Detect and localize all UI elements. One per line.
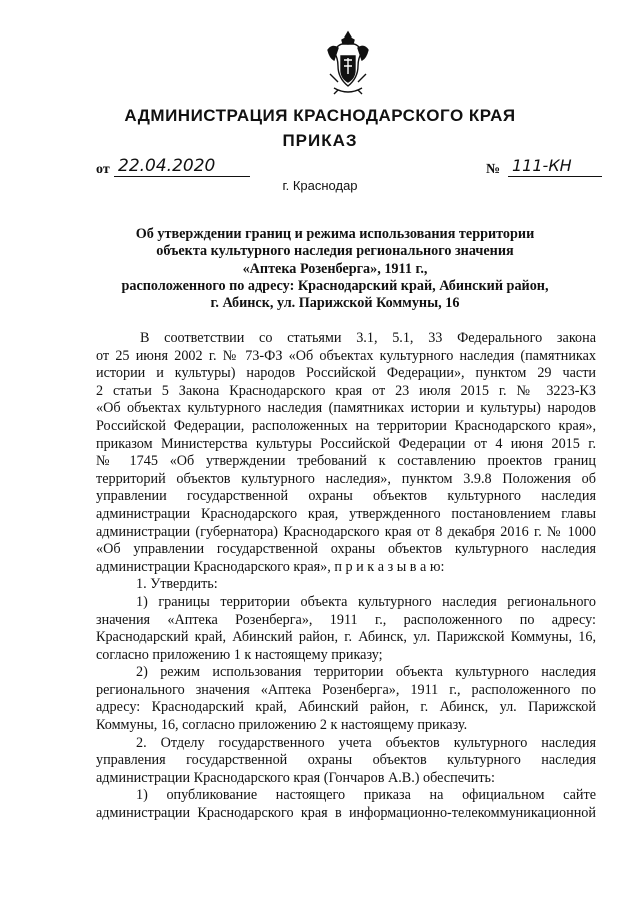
body-line: 1) границы территории объекта культурного наследия регионального xyxy=(136,593,596,610)
body-line: администрации (губернатора) Краснодарского края от 8 декабря 2016 г. № 1000 xyxy=(96,523,596,540)
coat-of-arms-emblem xyxy=(324,30,372,96)
body-line: Российской Федерации, расположенных на территории Краснодарского края», xyxy=(96,417,596,434)
title-line: расположенного по адресу: Краснодарский край, Абинский район, xyxy=(121,277,549,294)
body-line: администрации Краснодарского края в информационно-телекоммуникационной xyxy=(96,805,596,822)
body-line: администрации Краснодарского края», п р и к а з ы в а ю: xyxy=(96,558,445,575)
handwritten-date: 22.04.2020 xyxy=(114,156,250,177)
handwritten-number: 111-КН xyxy=(508,156,602,177)
order-body-text xyxy=(96,330,596,823)
body-line: значения «Аптека Розенберга», 1911 г., расположенного по адресу: xyxy=(96,611,596,628)
number-label: № xyxy=(486,162,501,177)
body-line: Краснодарский край, Абинский район, г. Абинск, ул. Парижской Коммуны, 16, xyxy=(96,629,596,646)
body-line: управления государственной охраны объектов культурного наследия xyxy=(96,752,596,769)
body-line: № 1745 «Об утверждении требований к составлению проектов границ xyxy=(96,453,596,470)
order-title xyxy=(100,226,570,312)
body-line: истории и культуры) народов Российской Федерации», пунктом 29 части xyxy=(96,365,596,382)
body-line: управлении государственной охраны объектов культурного наследия xyxy=(96,488,596,505)
body-line: 1. Утвердить: xyxy=(136,576,218,593)
body-line: «Об управлении государственной охраны объектов культурного наследия xyxy=(96,541,596,558)
document-type-heading: ПРИКАЗ xyxy=(282,131,358,150)
body-line: В соответствии со статьями 3.1, 5.1, 33 Федерального закона xyxy=(140,330,596,346)
body-line: 2 статьи 5 Закона Краснодарского края от 23 июля 2015 г. № 3223-КЗ xyxy=(96,382,596,399)
body-line: согласно приложению 1 к настоящему приказу; xyxy=(96,646,383,663)
organization-heading: АДМИНИСТРАЦИЯ КРАСНОДАРСКОГО КРАЯ xyxy=(124,106,516,125)
body-line: территорий объектов культурного наследия», пунктом 3.9.8 Положения об xyxy=(96,470,596,487)
body-line: адресу: Краснодарский край, Абинский район, г. Абинск, ул. Парижской xyxy=(96,699,596,716)
body-line: приказом Министерства культуры Российской Федерации от 4 июня 2015 г. xyxy=(96,435,596,452)
body-line: регионального значения «Аптека Розенберга», 1911 г., расположенного по xyxy=(96,681,596,698)
body-line: администрации Краснодарского края, утвержденного постановлением главы xyxy=(96,505,596,522)
body-line: администрации Краснодарского края (Гончаров А.В.) обеспечить: xyxy=(96,769,495,786)
body-line: 2) режим использования территории объекта культурного наследия xyxy=(136,664,596,681)
body-line: 1) опубликование настоящего приказа на официальном сайте xyxy=(136,787,596,804)
body-line: Коммуны, 16, согласно приложению 2 к настоящему приказу. xyxy=(96,717,468,734)
city-line: г. Краснодар xyxy=(282,178,358,193)
date-label: от xyxy=(96,162,110,177)
body-line: от 25 июня 2002 г. № 73-ФЗ «Об объектах культурного наследия (памятниках xyxy=(96,347,596,364)
title-line: Об утверждении границ и режима использования территории xyxy=(135,226,535,242)
title-line: г. Абинск, ул. Парижской Коммуны, 16 xyxy=(210,295,460,312)
title-line: «Аптека Розенберга», 1911 г., xyxy=(242,260,428,277)
title-line: объекта культурного наследия регионального значения xyxy=(156,243,514,260)
body-line: «Об объектах культурного наследия (памятниках истории и культуры) народов xyxy=(96,400,596,417)
body-line: 2. Отделу государственного учета объектов культурного наследия xyxy=(136,734,596,751)
